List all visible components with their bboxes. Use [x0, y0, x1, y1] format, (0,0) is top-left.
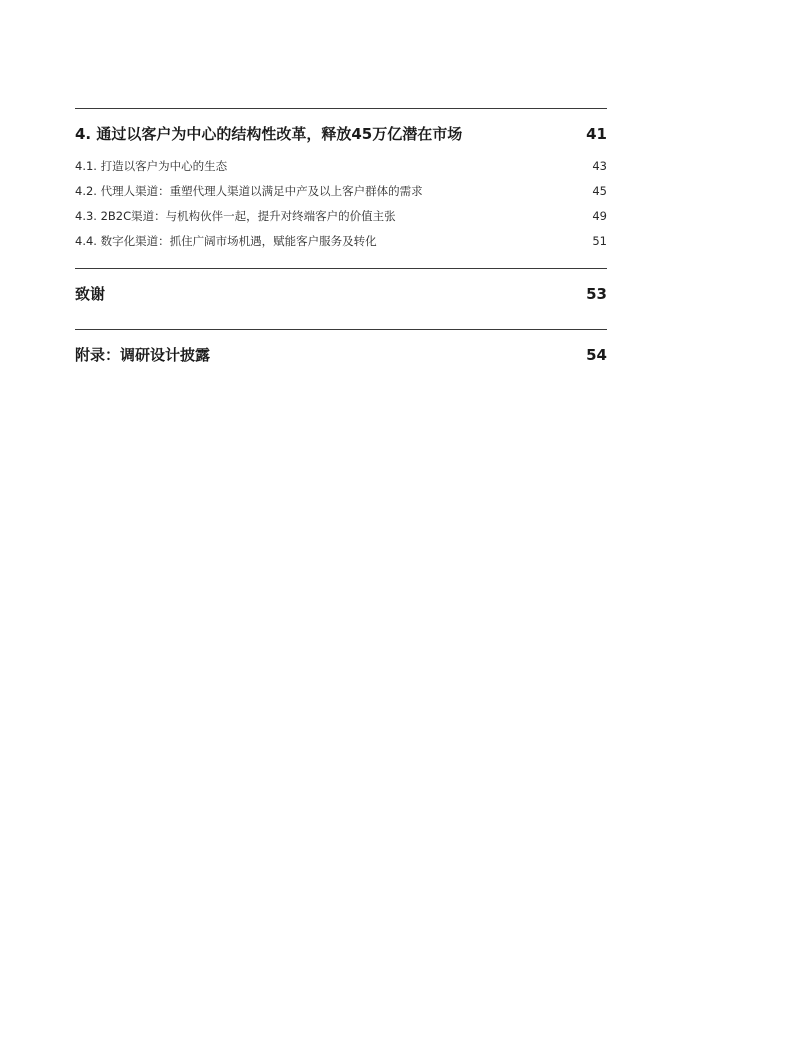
- toc-section-4-3[interactable]: [75, 209, 607, 223]
- section-page-number: 45: [592, 184, 607, 198]
- table-of-contents: [75, 108, 607, 364]
- toc-acknowledgements[interactable]: [75, 285, 607, 303]
- chapter-title: 附录：调研设计披露: [75, 346, 211, 364]
- toc-chapter-4[interactable]: [75, 125, 607, 143]
- divider: [75, 268, 607, 269]
- chapter-title: 4. 通过以客户为中心的结构性改革，释放45万亿潜在市场: [75, 125, 463, 143]
- toc-section-4-1[interactable]: [75, 159, 607, 173]
- toc-section-4-2[interactable]: [75, 184, 607, 198]
- chapter-page-number: 41: [586, 125, 607, 143]
- section-page-number: 43: [592, 159, 607, 173]
- section-title: 4.4. 数字化渠道：抓住广阔市场机遇，赋能客户服务及转化: [75, 234, 377, 248]
- toc-appendix[interactable]: [75, 346, 607, 364]
- divider: [75, 108, 607, 109]
- chapter-title: 致谢: [75, 285, 106, 303]
- chapter-page-number: 53: [586, 285, 607, 303]
- section-page-number: 49: [592, 209, 607, 223]
- section-title: 4.2. 代理人渠道：重塑代理人渠道以满足中产及以上客户群体的需求: [75, 184, 423, 198]
- section-title: 4.1. 打造以客户为中心的生态: [75, 159, 228, 173]
- divider: [75, 329, 607, 330]
- toc-section-4-4[interactable]: [75, 234, 607, 248]
- chapter-page-number: 54: [586, 346, 607, 364]
- section-title: 4.3. 2B2C渠道：与机构伙伴一起，提升对终端客户的价值主张: [75, 209, 396, 223]
- section-page-number: 51: [592, 234, 607, 248]
